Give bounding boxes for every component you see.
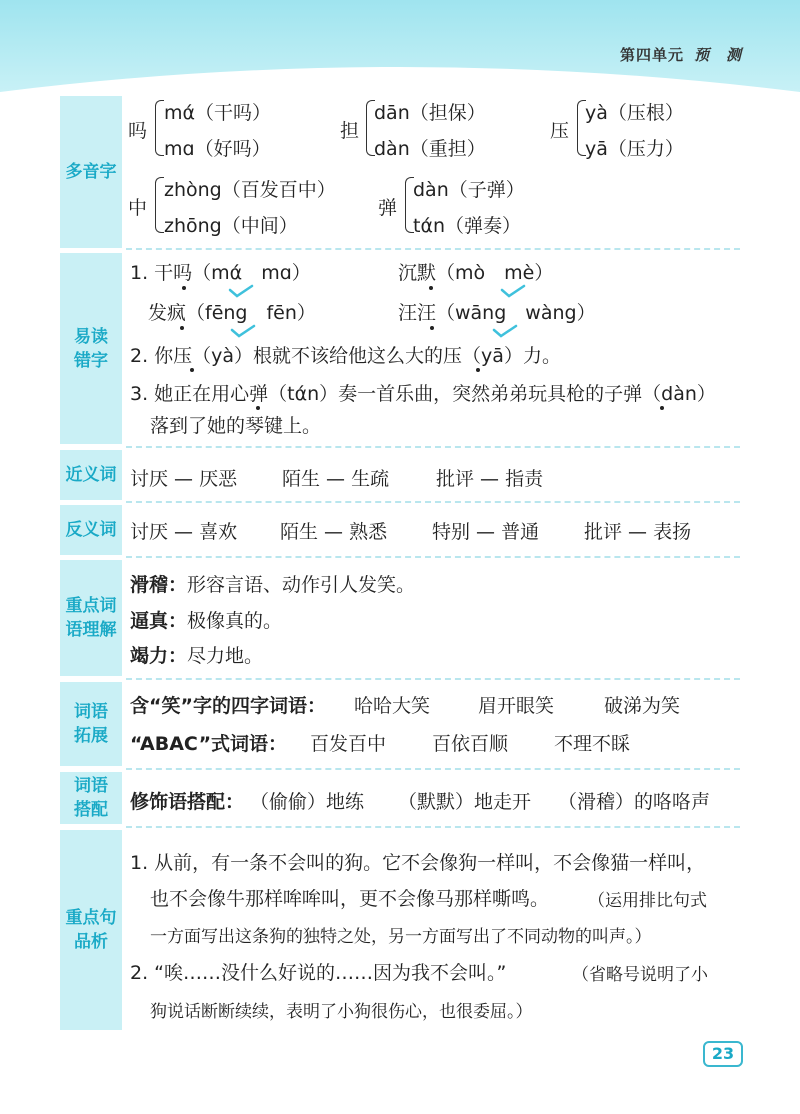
polyphone-reading: yà（压根） xyxy=(585,102,684,124)
tab-synonym-label: 近义词 xyxy=(65,465,117,485)
polyphone-char: 弹 xyxy=(378,197,398,219)
polyphone-reading: dàn（重担） xyxy=(374,138,486,160)
tab-synonym xyxy=(60,450,122,500)
section-label: 预 测 xyxy=(693,46,742,64)
emphasis-dot xyxy=(182,286,186,290)
expansion-word: 不理不睬 xyxy=(554,733,631,755)
misread-item: 沉默（mò mè） xyxy=(398,262,554,284)
tab-key-words-label-2: 语理解 xyxy=(65,620,117,640)
tab-misread-label-2: 错字 xyxy=(74,350,108,371)
misread-item: 发疯（fēng fēn） xyxy=(148,302,316,324)
separator xyxy=(126,826,740,828)
misread-sentence: 2. 你压（yà）根就不该给他这么大的压（yā）力。 xyxy=(130,345,561,367)
brace xyxy=(155,177,164,233)
sentence-note: 狗说话断断续续，表明了小狗很伤心，也很委屈。） xyxy=(150,1002,533,1022)
polyphone-char: 中 xyxy=(128,197,148,219)
tab-collocation-label-2: 搭配 xyxy=(74,800,108,820)
emphasis-dot xyxy=(660,406,664,410)
check-icon xyxy=(500,284,526,298)
antonym-pair: 特别 — 普通 xyxy=(432,521,540,543)
misread-item: 汪汪（wāng wàng） xyxy=(398,302,596,324)
check-icon xyxy=(230,324,256,338)
collocation-item: （默默）地走开 xyxy=(398,791,532,813)
tab-polyphone-label: 多音字 xyxy=(65,162,117,182)
page-number: 23 xyxy=(703,1041,743,1067)
tab-sentences-label-1: 重点句 xyxy=(65,908,117,928)
expansion-word: 百发百中 xyxy=(310,733,387,755)
expansion-word: 百依百顺 xyxy=(432,733,509,755)
antonym-pair: 陌生 — 熟悉 xyxy=(280,521,388,543)
collocation-item: （偷偷）地练 xyxy=(250,791,365,813)
antonym-pair: 批评 — 表扬 xyxy=(584,521,692,543)
tab-sentences-label-2: 品析 xyxy=(74,932,108,952)
antonym-pair: 讨厌 — 喜欢 xyxy=(130,521,238,543)
collocation-item: （滑稽）的咯咯声 xyxy=(558,791,711,813)
sentence-line: 也不会像牛那样哞哞叫，更不会像马那样嘶鸣。 xyxy=(150,888,550,910)
tab-sentences xyxy=(60,830,122,1030)
separator xyxy=(126,248,740,250)
sentence-note: 一方面写出这条狗的独特之处，另一方面写出了不同动物的叫声。） xyxy=(150,927,652,947)
emphasis-dot xyxy=(476,368,480,372)
key-word-term: 滑稽： xyxy=(130,574,188,596)
expansion-label: 含“笑”字的四字词语： xyxy=(130,695,326,717)
brace xyxy=(155,100,164,156)
separator xyxy=(126,678,740,680)
emphasis-dot xyxy=(190,368,194,372)
tab-misread xyxy=(60,253,122,444)
tab-expansion-label-2: 拓展 xyxy=(74,726,108,746)
tab-key-words-label-1: 重点词 xyxy=(65,596,117,616)
expansion-word: 破涕为笑 xyxy=(604,695,681,717)
emphasis-dot xyxy=(180,326,184,330)
synonym-pair: 陌生 — 生疏 xyxy=(282,468,390,490)
emphasis-dot xyxy=(429,286,433,290)
key-word-term: 逼真： xyxy=(130,610,188,632)
sentence-line: 1. 从前，有一条不会叫的狗。它不会像狗一样叫，不会像猫一样叫， xyxy=(130,852,706,874)
separator xyxy=(126,768,740,770)
tab-collocation-label-1: 词语 xyxy=(74,776,108,796)
emphasis-dot xyxy=(256,406,260,410)
synonym-pair: 批评 — 指责 xyxy=(436,468,544,490)
misread-sentence: 3. 她正在用心弹（tάn）奏一首乐曲，突然弟弟玩具枪的子弹（dàn） xyxy=(130,383,716,405)
separator xyxy=(126,501,740,503)
polyphone-reading: tάn（弹奏） xyxy=(413,215,522,237)
polyphone-char: 吗 xyxy=(128,120,148,142)
separator xyxy=(126,446,740,448)
unit-label: 第四单元 xyxy=(619,46,684,64)
key-word-definition: 形容言语、动作引人发笑。 xyxy=(187,574,416,596)
key-word-definition: 极像真的。 xyxy=(187,610,283,632)
unit-title xyxy=(620,44,742,65)
expansion-label: “ABAC”式词语： xyxy=(130,733,288,755)
polyphone-reading: dān（担保） xyxy=(374,102,486,124)
polyphone-reading: mά（干吗） xyxy=(164,102,272,124)
misread-sentence: 落到了她的琴键上。 xyxy=(150,415,322,437)
key-word-term: 竭力： xyxy=(130,645,188,667)
check-icon xyxy=(492,324,518,338)
check-icon xyxy=(228,284,254,298)
misread-item: 1. 干吗（mά mɑ） xyxy=(130,262,311,284)
tab-expansion-label-1: 词语 xyxy=(74,702,108,722)
separator xyxy=(126,556,740,558)
sentence-line: 2. “唉……没什么好说的……因为我不会叫。” xyxy=(130,962,507,984)
collocation-label: 修饰语搭配： xyxy=(130,791,245,813)
key-word-definition: 尽力地。 xyxy=(187,645,264,667)
expansion-word: 哈哈大笑 xyxy=(354,695,431,717)
polyphone-char: 压 xyxy=(550,120,570,142)
polyphone-reading: dàn（子弹） xyxy=(413,179,525,201)
synonym-pair: 讨厌 — 厌恶 xyxy=(130,468,238,490)
polyphone-char: 担 xyxy=(340,120,360,142)
sentence-note: （省略号说明了小 xyxy=(572,965,708,985)
polyphone-reading: zhòng（百发百中） xyxy=(164,179,336,201)
sentence-note: （运用排比句式 xyxy=(588,891,707,911)
polyphone-reading: mɑ（好吗） xyxy=(164,138,271,160)
tab-antonym-label: 反义词 xyxy=(65,520,117,540)
tab-polyphone xyxy=(60,96,122,248)
polyphone-reading: zhōng（中间） xyxy=(164,215,298,237)
emphasis-dot xyxy=(430,326,434,330)
tab-expansion xyxy=(60,682,122,766)
tab-misread-label-1: 易读 xyxy=(74,326,108,347)
polyphone-reading: yā（压力） xyxy=(585,138,684,160)
tab-antonym xyxy=(60,505,122,555)
expansion-word: 眉开眼笑 xyxy=(478,695,555,717)
tab-key-words xyxy=(60,560,122,676)
tab-collocation xyxy=(60,772,122,824)
